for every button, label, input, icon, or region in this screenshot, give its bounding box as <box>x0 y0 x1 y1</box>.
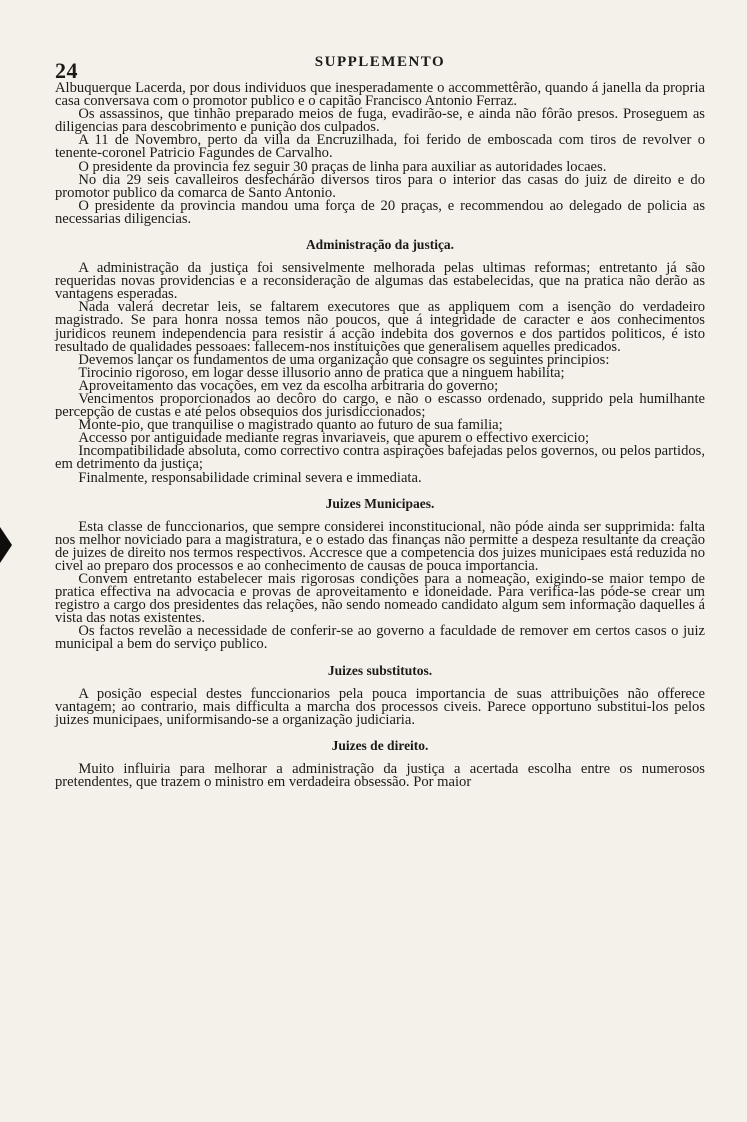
section-administracao <box>55 237 705 485</box>
page-header <box>55 48 705 82</box>
list-item: Incompatibilidade absoluta, como correctivo contra aspirações bafejadas pelos governos, ou pelos partidos, em detrimento da justiça; <box>55 443 705 473</box>
paragraph: No dia 29 seis cavalleiros desfechárão diversos tiros para o interior das casas do juiz de direito e do promotor publico da comarca de Santo Antonio. <box>55 171 705 201</box>
paragraph: A posição especial destes funccionarios pela pouca importancia de suas attribuições não offerece vantagem; ao contrario, mais difficulta a marcha dos processos civeis. Parece opportuno substitui-los pelos juizes municipaes, uniformisando-se a organização judiciaria. <box>55 685 705 728</box>
paragraph: Devemos lançar os fundamentos de uma organização que consagre os seguintes principios: <box>78 351 610 368</box>
paragraph: Nada valerá decretar leis, se faltarem executores que as appliquem com a isenção do verdadeiro magistrado. Se para honra nossa temos não poucos, que á integridade de caracter e aos conhecimentos juridicos reunem independencia para resistir á acção indebita dos governos e dos partidos politicos, é isto resultado de qualidades pessoaes: fallecem-nos instituições que generalisem aquelles predicados. <box>55 299 705 355</box>
document-body <box>55 82 705 789</box>
paragraph: Muito influiria para melhorar a administração da justiça a acertada escolha entre os numerosos pretendentes, que trazem o ministro em verdadeira obsessão. Por maior <box>55 760 705 790</box>
section-juizes-de-direito <box>55 738 705 789</box>
page-number: 24 <box>55 58 78 83</box>
paragraph: Os factos revelão a necessidade de conferir-se ao governo a faculdade de remover em certos casos o juiz municipal a bem do serviço publico. <box>55 623 705 653</box>
intro-block <box>55 82 705 226</box>
paragraph: Esta classe de funccionarios, que sempre considerei inconstitucional, não póde ainda ser supprimida: falta nos melhor noviciado para a magistratura, e o estado das finanças não permitte a despeza resultante da creação de juizes de direito nos termos respectivos. Accresce que a competencia dos juizes municipaes está reduzida no civel ao preparo dos processos e ao conhecimento de causas de pouca importancia. <box>55 518 705 574</box>
section-juizes-municipaes <box>55 496 705 652</box>
running-title: SUPPLEMENTO <box>314 54 446 70</box>
list-item: Accesso por antiguidade mediante regras invariaveis, que apurem o effectivo exercicio; <box>78 430 590 447</box>
list-item: Finalmente, responsabilidade criminal severa e immediata. <box>78 469 422 486</box>
list-item: Aproveitamento das vocações, em vez da escolha arbitraria do governo; <box>78 377 499 394</box>
section-heading: Juizes Municipaes. <box>325 495 435 511</box>
paragraph: A administração da justiça foi sensivelmente melhorada pelas ultimas reformas; entretanto já são requeridas novas providencias e a reconsideração de algumas das estabelecidas, que na pratica não derão as vantagens esperadas. <box>55 260 705 303</box>
paragraph: O presidente da provincia mandou uma força de 20 praças, e recommendou ao delegado de policia as necessarias diligencias. <box>55 197 705 227</box>
paragraph: Convem entretanto estabelecer mais rigorosas condições para a nomeação, exigindo-se maior tempo de pratica effectiva na advocacia e provas de aproveitamento e idoneidade. Para verifica-las póde-se crear um registro a cargo dos presidentes das relações, não sendo nomeado candidato algum sem informação daquelles á vista das notas existentes. <box>55 571 705 627</box>
list-item: Vencimentos proporcionados ao decôro do cargo, e não o escasso ordenado, supprido pela humilhante percepção de custas e até pelos obsequios dos jurisdiccionados; <box>55 390 705 421</box>
document-page <box>55 48 705 789</box>
section-heading: Administração da justiça. <box>305 237 455 253</box>
section-heading: Juizes de direito. <box>331 737 429 753</box>
paragraph: Albuquerque Lacerda, por dous individuos que inesperadamente o accommettêrão, quando á janella da propria casa conversava com o promotor publico e o capitão Francisco Antonio Ferraz. <box>55 80 705 110</box>
section-heading: Juizes substitutos. <box>327 662 433 678</box>
list-item: Tirocinio rigoroso, em logar desse illusorio anno de pratica que a ninguem habilita; <box>78 364 565 381</box>
page-edge-mark <box>0 527 12 563</box>
list-item: Monte-pio, que tranquilise o magistrado quanto ao futuro de sua familia; <box>78 417 503 434</box>
paragraph: A 11 de Novembro, perto da villa da Encruzilhada, foi ferido de emboscada com tiros de revolver o tenente-coronel Patricio Fagundes de Carvalho. <box>55 132 705 162</box>
paragraph: Os assassinos, que tinhão preparado meios de fuga, evadirão-se, e ainda não fôrão presos. Proseguem as diligencias para descobrimento e punição dos culpados. <box>55 106 705 136</box>
section-juizes-substitutos <box>55 663 705 727</box>
paragraph: O presidente da provincia fez seguir 30 praças de linha para auxiliar as autoridades locaes. <box>78 158 607 175</box>
